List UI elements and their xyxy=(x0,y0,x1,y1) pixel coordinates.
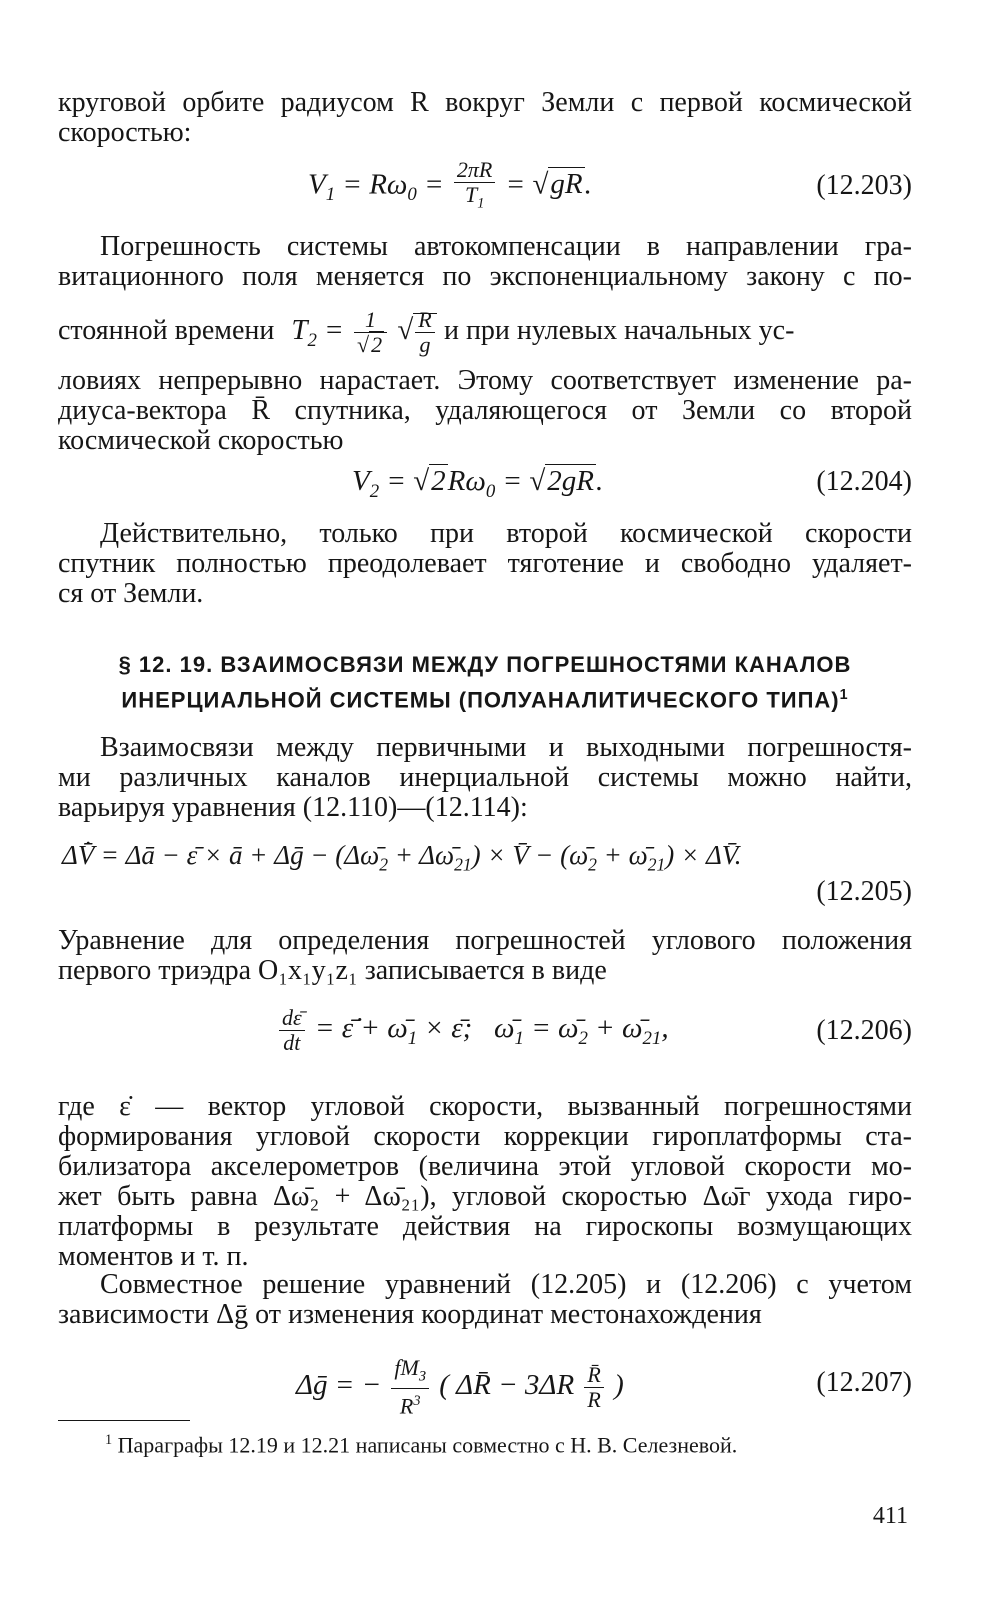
text-line: ми различных каналов инерциальной системы можно найти, xyxy=(58,762,912,793)
equation-number: (12.205) xyxy=(816,876,912,907)
footnote-rule xyxy=(58,1420,190,1421)
paragraph-trihedron xyxy=(58,926,912,986)
paragraph-autocompensation-cont xyxy=(58,366,912,456)
paragraph-joint-solution xyxy=(58,1270,912,1330)
equation-12-207: Δḡ = − $\frac{fM_З}{R^3}$ ( ΔR̄ − 3ΔR $\frac{R̄}{R}$ ) xyxy=(296,1355,624,1419)
text-line: платформы в результате действия на гироскопы возмущающих xyxy=(58,1211,912,1242)
paragraph-second-velocity xyxy=(58,519,912,609)
footnote-marker: 1 xyxy=(839,687,849,703)
heading-text: ИНЕРЦИАЛЬНОЙ СИСТЕМЫ (ПОЛУАНАЛИТИЧЕСКОГО ТИПА) xyxy=(121,687,840,713)
text-line: космической скоростью xyxy=(58,425,344,456)
text-line: где ε̇ — вектор угловой скорости, вызванный погрешностями xyxy=(58,1091,912,1122)
equation-12-204: $V_2 = √2R\omega_0 = √2gR$. xyxy=(352,465,604,502)
text-line: зависимости Δḡ от изменения координат местонахождения xyxy=(58,1299,762,1330)
text-line: моментов и т. п. xyxy=(58,1241,249,1272)
footnote-mark: 1 xyxy=(105,1432,113,1448)
text-line: билизатора акселерометров (величина этой угловой скорости мо- xyxy=(58,1151,912,1182)
text-line: ся от Земли. xyxy=(58,578,204,609)
text-line: витационного поля меняется по экспоненциальному закону с по- xyxy=(58,261,912,292)
footnote-text: Параграфы 12.19 и 12.21 написаны совместно с Н. В. Селезневой. xyxy=(117,1432,738,1458)
text-line: жет быть равна Δω̄₂ + Δω̄₂₁), угловой скоростью Δω̄г ухода гиро- xyxy=(58,1181,912,1212)
text-line: скоростью: xyxy=(58,117,192,148)
text-line-with-formula xyxy=(58,308,912,357)
heading-line: § 12. 19. ВЗАИМОСВЯЗИ МЕЖДУ ПОГРЕШНОСТЯМИ КАНАЛОВ xyxy=(118,652,852,677)
equation-number: (12.204) xyxy=(816,466,912,497)
text-line: Уравнение для определения погрешностей углового положения xyxy=(58,925,912,956)
text-line: Действительно, только при второй космической скорости xyxy=(100,518,912,549)
equation-number: (12.206) xyxy=(816,1015,912,1046)
text-line: варьируя уравнения (12.110)—(12.114): xyxy=(58,792,528,823)
text-line: круговой орбите радиусом R вокруг Земли с первой космической xyxy=(58,87,912,118)
text-line: формирования угловой скорости коррекции гироплатформы ста- xyxy=(58,1121,912,1152)
text-line: первого триэдра O₁x₁y₁z₁ записывается в виде xyxy=(58,955,607,986)
text-fragment: и при нулевых начальных ус- xyxy=(443,315,795,347)
equation-number: (12.207) xyxy=(816,1367,912,1398)
equation-12-205: ΔV̄̇ = Δā − ε̄ × ā + Δḡ − ($\Delta\omegā_2$ + $\Delta\omegā_{21}$) × V̄ − ($\omegā_2$ + $\omegā_{21}$) × ΔV̄. xyxy=(62,840,742,875)
text-line: Совместное решение уравнений (12.205) и (12.206) с учетом xyxy=(100,1269,912,1300)
page-number: 411 xyxy=(872,1503,908,1529)
paragraph-interrelations xyxy=(58,733,912,823)
section-heading xyxy=(58,650,912,715)
inline-formula-T2: $T_2$ = $\frac{1}{√2}$ √ $\frac{R}{g}$ xyxy=(291,314,444,346)
equation-number: (12.203) xyxy=(816,170,912,201)
footnote xyxy=(105,1432,737,1458)
paragraph-orbit xyxy=(58,88,912,148)
text-line: диуса-вектора R̄ спутника, удаляющегося от Земли со второй xyxy=(58,395,912,426)
heading-line xyxy=(58,680,912,715)
text-line: ловиях непрерывно нарастает. Этому соответствует изменение ра- xyxy=(58,365,912,396)
equation-12-206: $\frac{d\varepsilon̄}{dt}$ = ε̄̇ + $\omegā_1$ × ε̄; $\omegā_1$ = $\omegā_2$ + $\omegā_{21}$, xyxy=(276,1006,669,1055)
text-line: Взаимосвязи между первичными и выходными погрешностя- xyxy=(100,732,912,763)
equation-12-203: $V_1 = R\omega_0$ = $\frac{2\pi R}{T_1}$ = √gR. xyxy=(308,157,592,212)
text-fragment: стоянной времени xyxy=(58,315,275,347)
paragraph-autocompensation xyxy=(58,232,912,292)
text-line: Погрешность системы автокомпенсации в направлении гра- xyxy=(100,231,912,262)
paragraph-angular-velocity xyxy=(58,1092,912,1272)
text-line: спутник полностью преодолевает тяготение и свободно удаляет- xyxy=(58,548,912,579)
